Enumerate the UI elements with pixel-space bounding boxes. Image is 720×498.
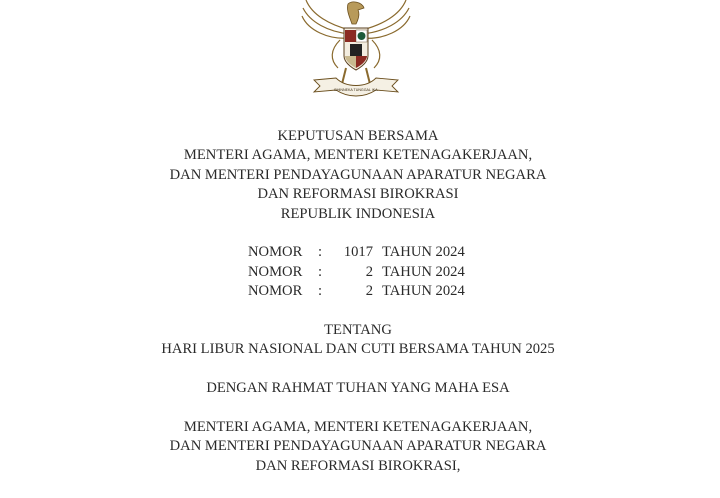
number-label: NOMOR bbox=[248, 244, 303, 260]
number-value: 2 bbox=[365, 263, 373, 280]
number-label: NOMOR bbox=[248, 283, 303, 299]
issuer-line: DAN REFORMASI BIROKRASI, bbox=[255, 457, 461, 474]
number-year: TAHUN 2024 bbox=[382, 263, 465, 280]
about-title: HARI LIBUR NASIONAL DAN CUTI BERSAMA TAHUN 2025 bbox=[161, 341, 555, 358]
number-value: 2 bbox=[365, 283, 373, 299]
emblem-motto: BHINNEKA TUNGGAL IKA bbox=[334, 88, 378, 92]
invocation bbox=[0, 379, 716, 398]
heading-line: KEPUTUSAN BERSAMA bbox=[277, 128, 439, 144]
decree-number-row bbox=[248, 282, 488, 301]
about-label: TENTANG bbox=[324, 322, 392, 338]
number-colon: : bbox=[318, 263, 323, 280]
number-label: NOMOR bbox=[248, 263, 303, 280]
heading-line: REPUBLIK INDONESIA bbox=[280, 205, 436, 222]
issuer-line: MENTERI AGAMA, MENTERI KETENAGAKERJAAN, bbox=[183, 419, 533, 435]
issuers bbox=[0, 418, 716, 476]
decree-number-row bbox=[248, 263, 488, 282]
decree-number-row bbox=[248, 243, 488, 262]
decree-subject bbox=[0, 321, 716, 360]
number-colon: : bbox=[318, 283, 323, 299]
garuda-emblem bbox=[300, 0, 412, 100]
heading-line: MENTERI AGAMA, MENTERI KETENAGAKERJAAN, bbox=[183, 147, 533, 164]
number-colon: : bbox=[318, 244, 323, 260]
issuer-line: DAN MENTERI PENDAYAGUNAAN APARATUR NEGARA bbox=[169, 438, 547, 455]
heading-line: DAN MENTERI PENDAYAGUNAAN APARATUR NEGARA bbox=[169, 166, 547, 183]
heading-line: DAN REFORMASI BIROKRASI bbox=[257, 186, 459, 203]
number-year: TAHUN 2024 bbox=[382, 283, 465, 299]
decree-heading bbox=[0, 127, 716, 224]
invocation-text: DENGAN RAHMAT TUHAN YANG MAHA ESA bbox=[206, 380, 510, 396]
number-value: 1017 bbox=[343, 244, 373, 260]
number-year: TAHUN 2024 bbox=[382, 244, 465, 260]
